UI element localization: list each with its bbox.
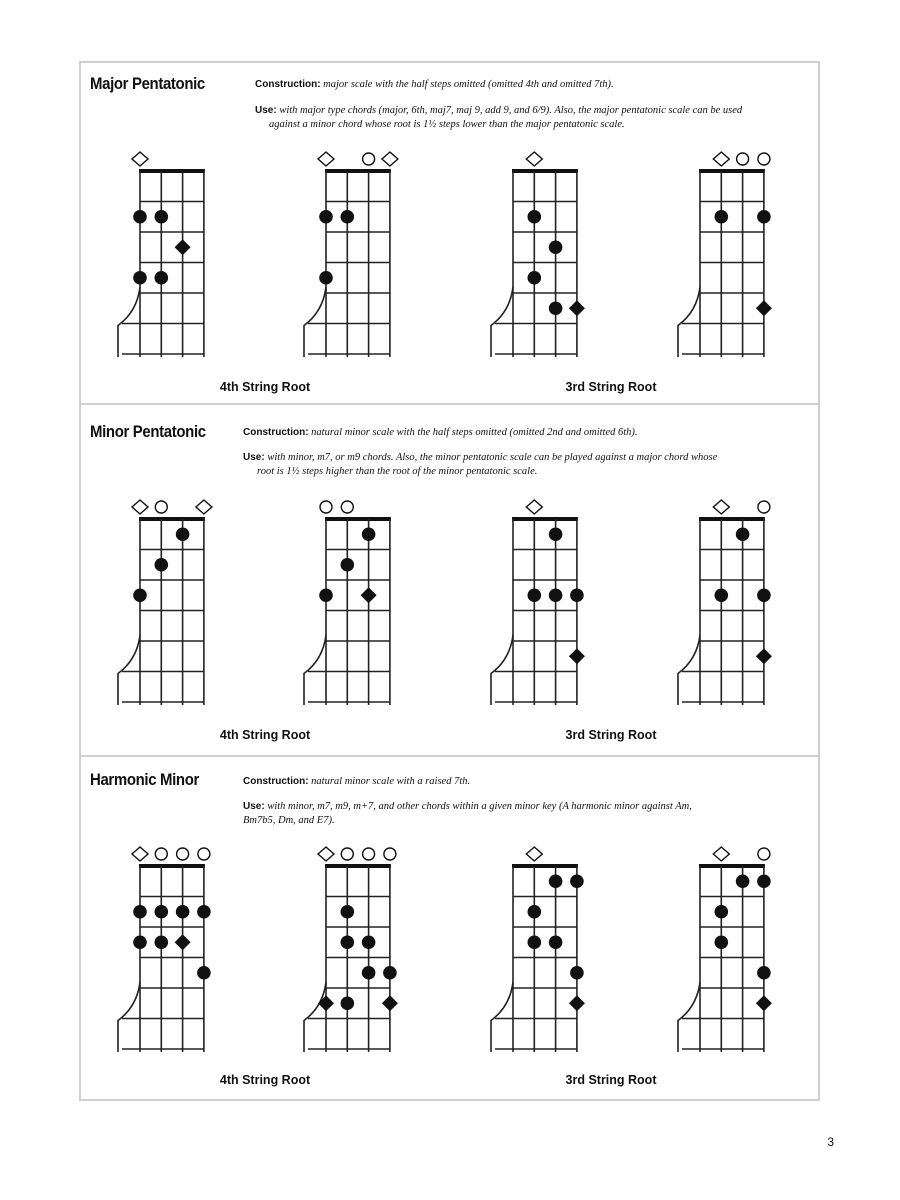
root-note-marker	[382, 995, 398, 1011]
note-dot	[133, 271, 147, 285]
open-note-marker	[155, 848, 167, 860]
open-root-marker	[318, 152, 334, 166]
open-root-marker	[318, 847, 334, 861]
note-dot	[549, 301, 563, 315]
note-dot	[319, 588, 333, 602]
note-dot	[362, 966, 376, 980]
open-root-marker	[526, 500, 542, 514]
note-dot	[133, 210, 147, 224]
root-note-marker	[756, 995, 772, 1011]
open-note-marker	[758, 501, 770, 513]
note-dot	[528, 905, 542, 919]
note-dot	[570, 966, 584, 980]
fretboard-diagram	[110, 493, 220, 723]
note-dot	[341, 558, 355, 572]
neck-outline	[304, 287, 326, 357]
fretboard-diagram	[483, 145, 593, 375]
note-dot	[757, 210, 771, 224]
fretboard-diagram	[110, 840, 220, 1070]
root-note-marker	[756, 648, 772, 664]
root-note-marker	[175, 239, 191, 255]
neck-outline	[118, 635, 140, 705]
caption-4th-string-root: 4th String Root	[219, 380, 311, 394]
caption-3rd-string-root: 3rd String Root	[565, 728, 657, 742]
note-dot	[133, 905, 147, 919]
neck-outline	[678, 287, 700, 357]
root-note-marker	[318, 995, 334, 1011]
open-note-marker	[177, 848, 189, 860]
open-root-marker	[713, 152, 729, 166]
note-dot	[528, 588, 542, 602]
note-dot	[362, 935, 376, 949]
open-root-marker	[132, 500, 148, 514]
root-note-marker	[569, 300, 585, 316]
open-note-marker	[363, 153, 375, 165]
open-root-marker	[382, 152, 398, 166]
neck-outline	[491, 982, 513, 1052]
open-root-marker	[526, 152, 542, 166]
note-dot	[570, 588, 584, 602]
note-dot	[528, 210, 542, 224]
neck-outline	[678, 635, 700, 705]
section-title: Minor Pentatonic	[90, 422, 206, 441]
open-root-marker	[713, 847, 729, 861]
neck-outline	[118, 287, 140, 357]
note-dot	[715, 588, 729, 602]
neck-outline	[678, 982, 700, 1052]
open-note-marker	[758, 153, 770, 165]
note-dot	[549, 588, 563, 602]
use-text	[243, 451, 717, 479]
note-dot	[383, 966, 397, 980]
note-dot	[549, 240, 563, 254]
use-body: with minor, m7, or m9 chords. Also, the minor pentatonic scale can be played against a major chord whose	[267, 452, 718, 463]
caption-3rd-string-root: 3rd String Root	[565, 1073, 657, 1087]
note-dot	[549, 874, 563, 888]
note-dot	[341, 935, 355, 949]
note-dot	[341, 210, 355, 224]
note-dot	[341, 905, 355, 919]
use-body-continued: Bm7b5, Dm, and E7).	[243, 815, 335, 826]
use-body-continued: root is 1½ steps higher than the root of the minor pentatonic scale.	[257, 466, 538, 477]
neck-outline	[304, 982, 326, 1052]
note-dot	[757, 874, 771, 888]
neck-outline	[304, 635, 326, 705]
construction-body: natural minor scale with the half steps omitted (omitted 2nd and omitted 6th).	[311, 427, 638, 438]
note-dot	[528, 271, 542, 285]
note-dot	[362, 527, 376, 541]
fretboard-diagram	[483, 493, 593, 723]
note-dot	[155, 935, 169, 949]
note-dot	[155, 905, 169, 919]
construction-text	[255, 78, 614, 92]
construction-label: Construction:	[243, 776, 309, 787]
note-dot	[319, 271, 333, 285]
note-dot	[570, 874, 584, 888]
use-body-continued: against a minor chord whose root is 1½ steps lower than the major pentatonic scale.	[269, 119, 625, 130]
note-dot	[757, 588, 771, 602]
note-dot	[715, 210, 729, 224]
note-dot	[736, 874, 750, 888]
use-label: Use:	[255, 105, 277, 116]
open-note-marker	[737, 153, 749, 165]
caption-4th-string-root: 4th String Root	[219, 1073, 311, 1087]
construction-text	[243, 426, 638, 440]
fretboard-diagram	[110, 145, 220, 375]
use-label: Use:	[243, 452, 265, 463]
fretboard-diagram	[296, 840, 406, 1070]
open-root-marker	[132, 847, 148, 861]
open-note-marker	[758, 848, 770, 860]
open-note-marker	[155, 501, 167, 513]
root-note-marker	[361, 587, 377, 603]
note-dot	[319, 210, 333, 224]
caption-3rd-string-root: 3rd String Root	[565, 380, 657, 394]
note-dot	[155, 558, 169, 572]
note-dot	[133, 588, 147, 602]
neck-outline	[491, 287, 513, 357]
note-dot	[341, 996, 355, 1010]
note-dot	[715, 905, 729, 919]
neck-outline	[491, 635, 513, 705]
root-note-marker	[569, 995, 585, 1011]
fretboard-diagram	[483, 840, 593, 1070]
open-note-marker	[341, 848, 353, 860]
note-dot	[736, 527, 750, 541]
construction-body: major scale with the half steps omitted (omitted 4th and omitted 7th).	[323, 79, 614, 90]
use-label: Use:	[243, 801, 265, 812]
open-root-marker	[526, 847, 542, 861]
page-number: 3	[827, 1135, 834, 1149]
fretboard-diagram	[670, 493, 780, 723]
open-note-marker	[384, 848, 396, 860]
use-body: with major type chords (major, 6th, maj7, maj 9, add 9, and 6/9). Also, the major pentatonic scale can be used	[279, 105, 743, 116]
note-dot	[757, 966, 771, 980]
open-note-marker	[320, 501, 332, 513]
open-note-marker	[198, 848, 210, 860]
section-title: Harmonic Minor	[90, 770, 199, 789]
neck-outline	[118, 982, 140, 1052]
fretboard-diagram	[296, 493, 406, 723]
open-root-marker	[713, 500, 729, 514]
root-note-marker	[175, 934, 191, 950]
note-dot	[176, 527, 190, 541]
construction-text	[243, 775, 470, 789]
construction-body: natural minor scale with a raised 7th.	[311, 776, 471, 787]
fretboard-diagram	[670, 840, 780, 1070]
use-text	[255, 104, 742, 132]
note-dot	[549, 935, 563, 949]
open-root-marker	[196, 500, 212, 514]
note-dot	[715, 935, 729, 949]
note-dot	[155, 271, 169, 285]
note-dot	[155, 210, 169, 224]
open-note-marker	[341, 501, 353, 513]
use-body: with minor, m7, m9, m+7, and other chords within a given minor key (A harmonic minor against Am,	[267, 801, 692, 812]
fretboard-diagram	[296, 145, 406, 375]
use-text	[243, 800, 692, 828]
construction-label: Construction:	[255, 79, 321, 90]
open-note-marker	[363, 848, 375, 860]
root-note-marker	[756, 300, 772, 316]
note-dot	[176, 905, 190, 919]
note-dot	[549, 527, 563, 541]
caption-4th-string-root: 4th String Root	[219, 728, 311, 742]
section-title: Major Pentatonic	[90, 74, 205, 93]
note-dot	[197, 966, 211, 980]
construction-label: Construction:	[243, 427, 309, 438]
note-dot	[133, 935, 147, 949]
note-dot	[528, 935, 542, 949]
open-root-marker	[132, 152, 148, 166]
fretboard-diagram	[670, 145, 780, 375]
root-note-marker	[569, 648, 585, 664]
note-dot	[197, 905, 211, 919]
